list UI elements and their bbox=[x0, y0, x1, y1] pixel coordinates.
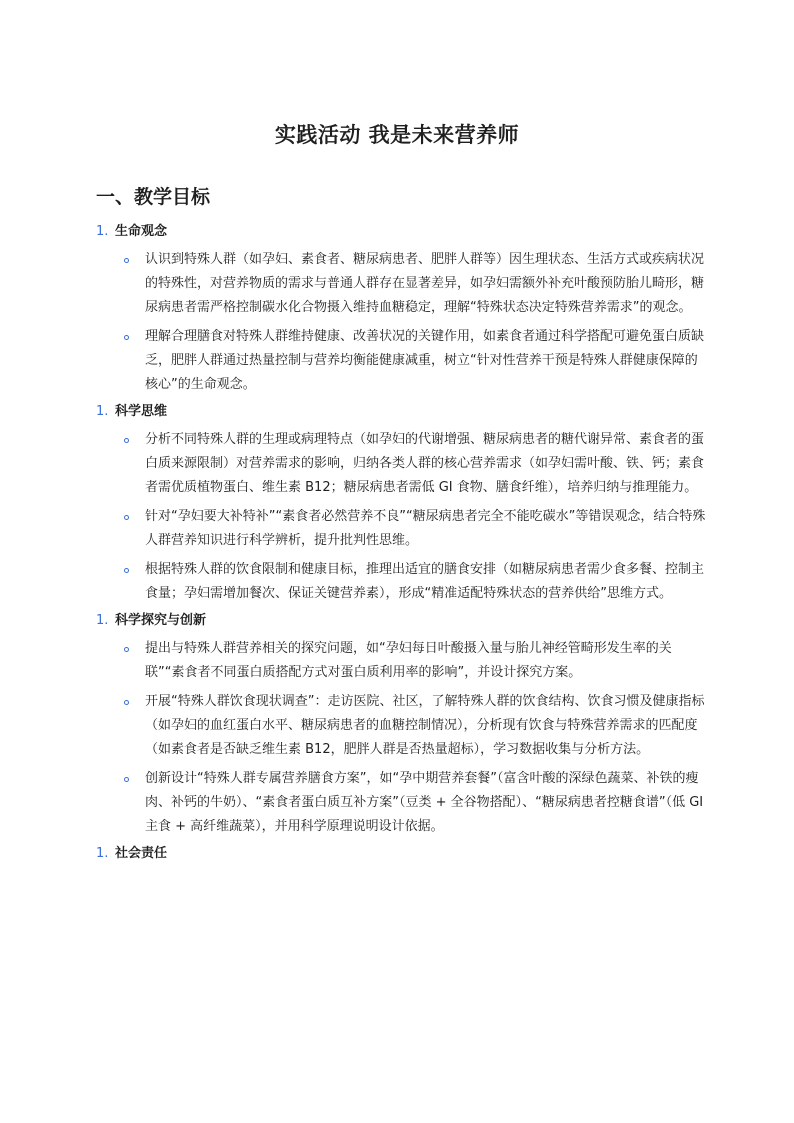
section-heading: 一、教学目标 bbox=[96, 186, 211, 208]
list-item-text: 认识到特殊人群（如孕妇、素食者、糖尿病患者、肥胖人群等）因生理状态、生活方式或疾病状况的特殊性，对营养物质的需求与普通人群存在显著差异，如孕妇需额外补充叶酸预防胎儿畸形，糖尿病患者需严格控制碳水化合物摄入维持血糖稳定，理解“特殊状态决定特殊营养需求”的观念。 bbox=[145, 252, 705, 315]
list-item bbox=[96, 325, 706, 397]
list-number: 1. bbox=[96, 224, 109, 239]
objective-group-title: 科学思维 bbox=[115, 404, 168, 419]
objective-group-heading bbox=[96, 611, 706, 631]
hollow-circle-icon bbox=[124, 258, 129, 263]
objective-group-life-concept bbox=[96, 222, 706, 397]
objective-group-title: 社会责任 bbox=[115, 846, 168, 861]
list-item bbox=[96, 767, 706, 839]
list-item bbox=[96, 558, 706, 606]
list-number: 1. bbox=[96, 404, 109, 419]
hollow-circle-icon bbox=[124, 335, 129, 340]
list-item bbox=[96, 505, 706, 553]
list-item bbox=[96, 637, 706, 685]
objective-group-title: 生命观念 bbox=[115, 224, 168, 239]
list-item-text: 分析不同特殊人群的生理或病理特点（如孕妇的代谢增强、糖尿病患者的糖代谢异常、素食者的蛋白质来源限制）对营养需求的影响，归纳各类人群的核心营养需求（如孕妇需叶酸、铁、钙；素食者需优质植物蛋白、维生素 B12；糖尿病患者需低 GI 食物、膳食纤维），培养归纳与推理能力。 bbox=[145, 432, 705, 495]
list-item bbox=[96, 690, 706, 762]
bullet-list bbox=[96, 248, 706, 397]
list-number: 1. bbox=[96, 846, 109, 861]
objective-group-heading bbox=[96, 402, 706, 422]
objective-group-social-responsibility bbox=[96, 844, 706, 864]
hollow-circle-icon bbox=[124, 568, 129, 573]
objective-group-heading bbox=[96, 844, 706, 864]
objective-group-heading bbox=[96, 222, 706, 242]
hollow-circle-icon bbox=[124, 438, 129, 443]
hollow-circle-icon bbox=[124, 700, 129, 705]
bullet-list bbox=[96, 637, 706, 839]
list-number: 1. bbox=[96, 613, 109, 628]
objectives-content bbox=[96, 222, 706, 864]
objective-group-inquiry-innovation bbox=[96, 611, 706, 839]
document-title: 实践活动 我是未来营养师 bbox=[274, 123, 520, 147]
list-item-text: 理解合理膳食对特殊人群维持健康、改善状况的关键作用，如素食者通过科学搭配可避免蛋白质缺乏，肥胖人群通过热量控制与营养均衡能健康减重，树立“针对性营养干预是特殊人群健康保障的核心”的生命观念。 bbox=[145, 329, 705, 392]
list-item-text: 针对“孕妇要大补特补”“素食者必然营养不良”“糖尿病患者完全不能吃碳水”等错误观念，结合特殊人群营养知识进行科学辨析，提升批判性思维。 bbox=[145, 509, 706, 548]
hollow-circle-icon bbox=[124, 515, 129, 520]
list-item-text: 提出与特殊人群营养相关的探究问题，如“孕妇每日叶酸摄入量与胎儿神经管畸形发生率的关联”“素食者不同蛋白质搭配方式对蛋白质利用率的影响”，并设计探究方案。 bbox=[145, 641, 672, 680]
objective-group-title: 科学探究与创新 bbox=[115, 613, 207, 628]
list-item bbox=[96, 428, 706, 500]
list-item bbox=[96, 248, 706, 320]
hollow-circle-icon bbox=[124, 647, 129, 652]
bullet-list bbox=[96, 428, 706, 606]
list-item-text: 根据特殊人群的饮食限制和健康目标，推理出适宜的膳食安排（如糖尿病患者需少食多餐、控制主食量；孕妇需增加餐次、保证关键营养素），形成“精准适配特殊状态的营养供给”思维方式。 bbox=[145, 562, 705, 601]
list-item-text: 开展“特殊人群饮食现状调查”：走访医院、社区，了解特殊人群的饮食结构、饮食习惯及健康指标（如孕妇的血红蛋白水平、糖尿病患者的血糖控制情况），分析现有饮食与特殊营养需求的匹配度（如素食者是否缺乏维生素 B12，肥胖人群是否热量超标），学习数据收集与分析方法。 bbox=[145, 694, 705, 757]
list-item-text: 创新设计“特殊人群专属营养膳食方案”，如“孕中期营养套餐”（富含叶酸的深绿色蔬菜、补铁的瘦肉、补钙的牛奶）、“素食者蛋白质互补方案”（豆类 + 全谷物搭配）、“糖尿病患者控糖食谱”（低 GI 主食 + 高纤维蔬菜），并用科学原理说明设计依据。 bbox=[145, 771, 704, 834]
hollow-circle-icon bbox=[124, 777, 129, 782]
objective-group-scientific-thinking bbox=[96, 402, 706, 606]
